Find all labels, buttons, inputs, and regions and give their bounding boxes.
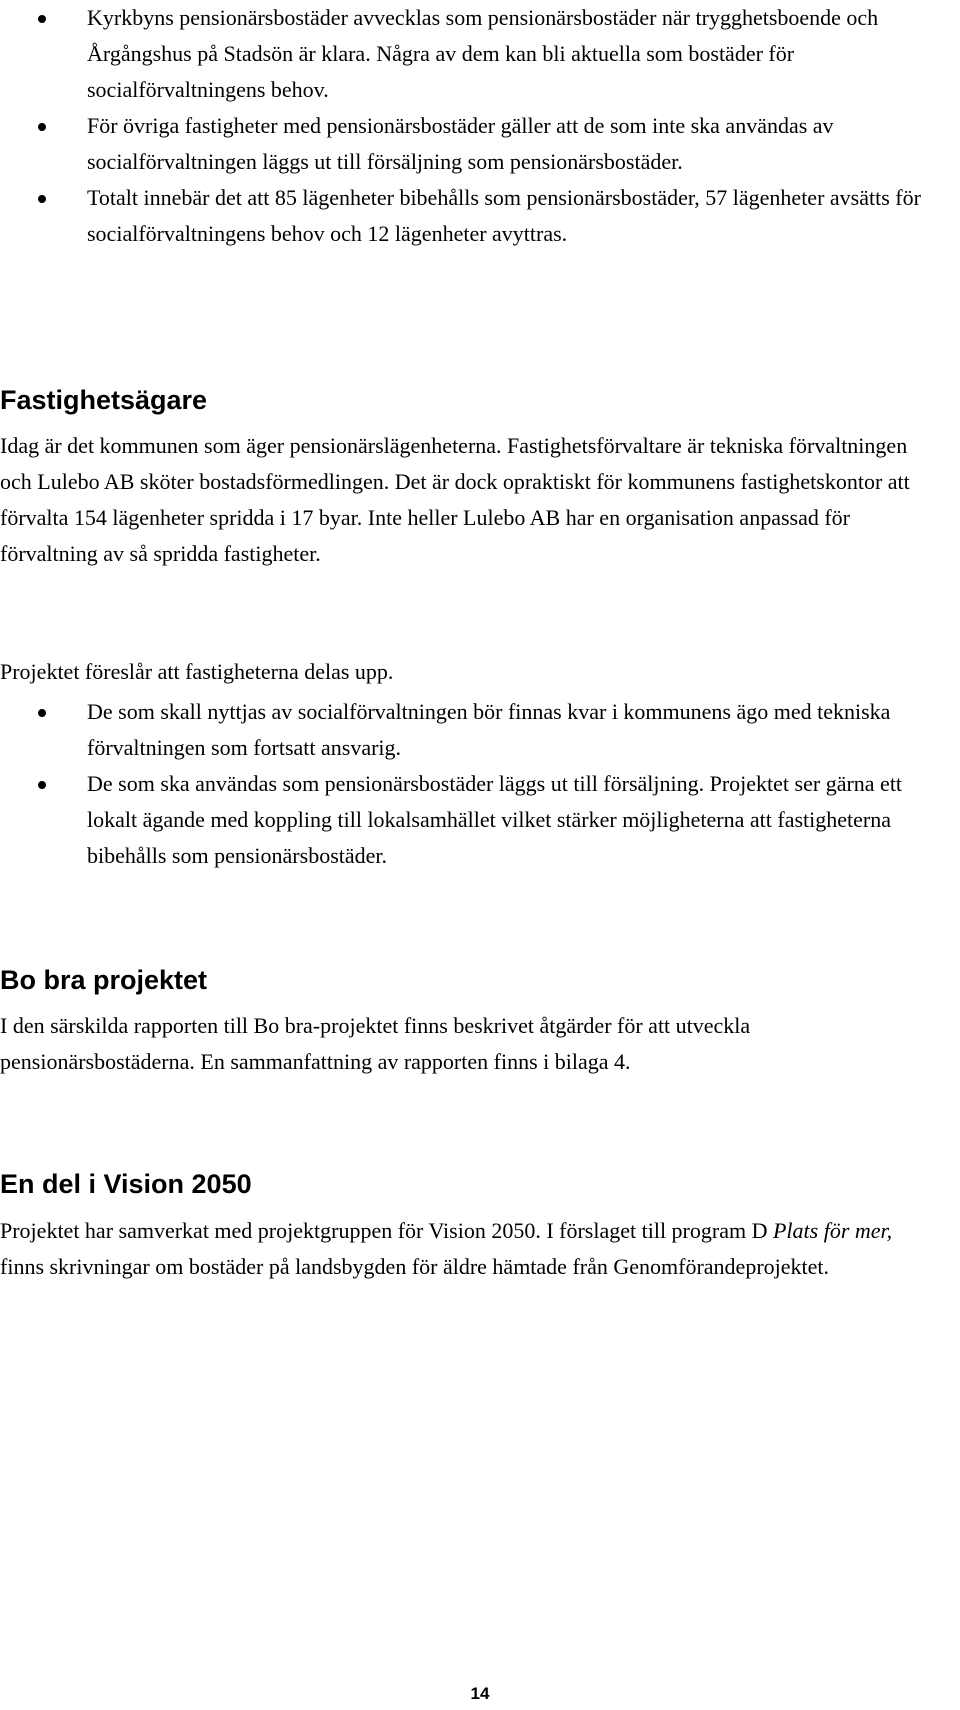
paragraph-vision [0, 1213, 925, 1285]
list-item [0, 694, 930, 766]
list-item-text: Kyrkbyns pensionärsbostäder avvecklas som pensionärsbostäder när trygghetsboende och Årgångshus på Stadsön är klara. Några av dem kan bli aktuella som bostäder för socialförvaltningens behov. [87, 5, 879, 102]
list-item [0, 0, 930, 108]
page-number: 14 [470, 1684, 490, 1703]
bullet-icon [38, 709, 46, 717]
bullet-icon [38, 195, 46, 203]
list-item [0, 766, 930, 874]
list-item-text: De som ska användas som pensionärsbostäder läggs ut till försäljning. Projektet ser gärna ett lokalt ägande med koppling till lokalsamhället vilket stärker möjligheterna att fastigheterna bibehålls som pensionärsbostäder. [87, 771, 903, 868]
list-item [0, 180, 930, 252]
bullet-icon [38, 123, 46, 131]
vision-text-start: Projektet har samverkat med projektgruppen för Vision 2050. I förslaget till program D [0, 1218, 773, 1243]
bullet-icon [38, 15, 46, 23]
list-item [0, 108, 930, 180]
bullet-icon [38, 781, 46, 789]
section-heading-bo-bra: Bo bra projektet [0, 965, 208, 995]
top-bullet-list [0, 0, 930, 252]
list-item-text: För övriga fastigheter med pensionärsbostäder gäller att de som inte ska användas av socialförvaltningen läggs ut till försäljning som pensionärsbostäder. [87, 113, 834, 174]
list-item-text: Totalt innebär det att 85 lägenheter bibehålls som pensionärsbostäder, 57 lägenheter avsätts för socialförvaltningens behov och 12 lägenheter avyttras. [87, 185, 921, 246]
paragraph-fastighetsagare: Idag är det kommunen som äger pensionärslägenheterna. Fastighetsförvaltare är tekniska förvaltningen och Lulebo AB sköter bostadsförmedlingen. Det är dock opraktiskt för kommunens fastighetskontor att förvalta 154 lägenheter spridda i 17 byar. Inte heller Lulebo AB har en organisation anpassad för förvaltning av så spridda fastigheter. [0, 433, 910, 566]
vision-text-end: finns skrivningar om bostäder på landsbygden för äldre hämtade från Genomförandeprojektet. [0, 1254, 830, 1279]
section-heading-fastighetsagare: Fastighetsägare [0, 385, 208, 415]
section-heading-vision: En del i Vision 2050 [0, 1169, 252, 1199]
paragraph-proposal: Projektet föreslår att fastigheterna delas upp. [0, 659, 394, 684]
vision-program-title: Plats för mer, [772, 1218, 893, 1243]
proposal-bullet-list [0, 694, 930, 874]
paragraph-bo-bra: I den särskilda rapporten till Bo bra-projektet finns beskrivet åtgärder för att utveckla pensionärsbostäderna. En sammanfattning av rapporten finns i bilaga 4. [0, 1013, 751, 1074]
list-item-text: De som skall nyttjas av socialförvaltningen bör finnas kvar i kommunens ägo med tekniska förvaltningen som fortsatt ansvarig. [87, 699, 891, 760]
